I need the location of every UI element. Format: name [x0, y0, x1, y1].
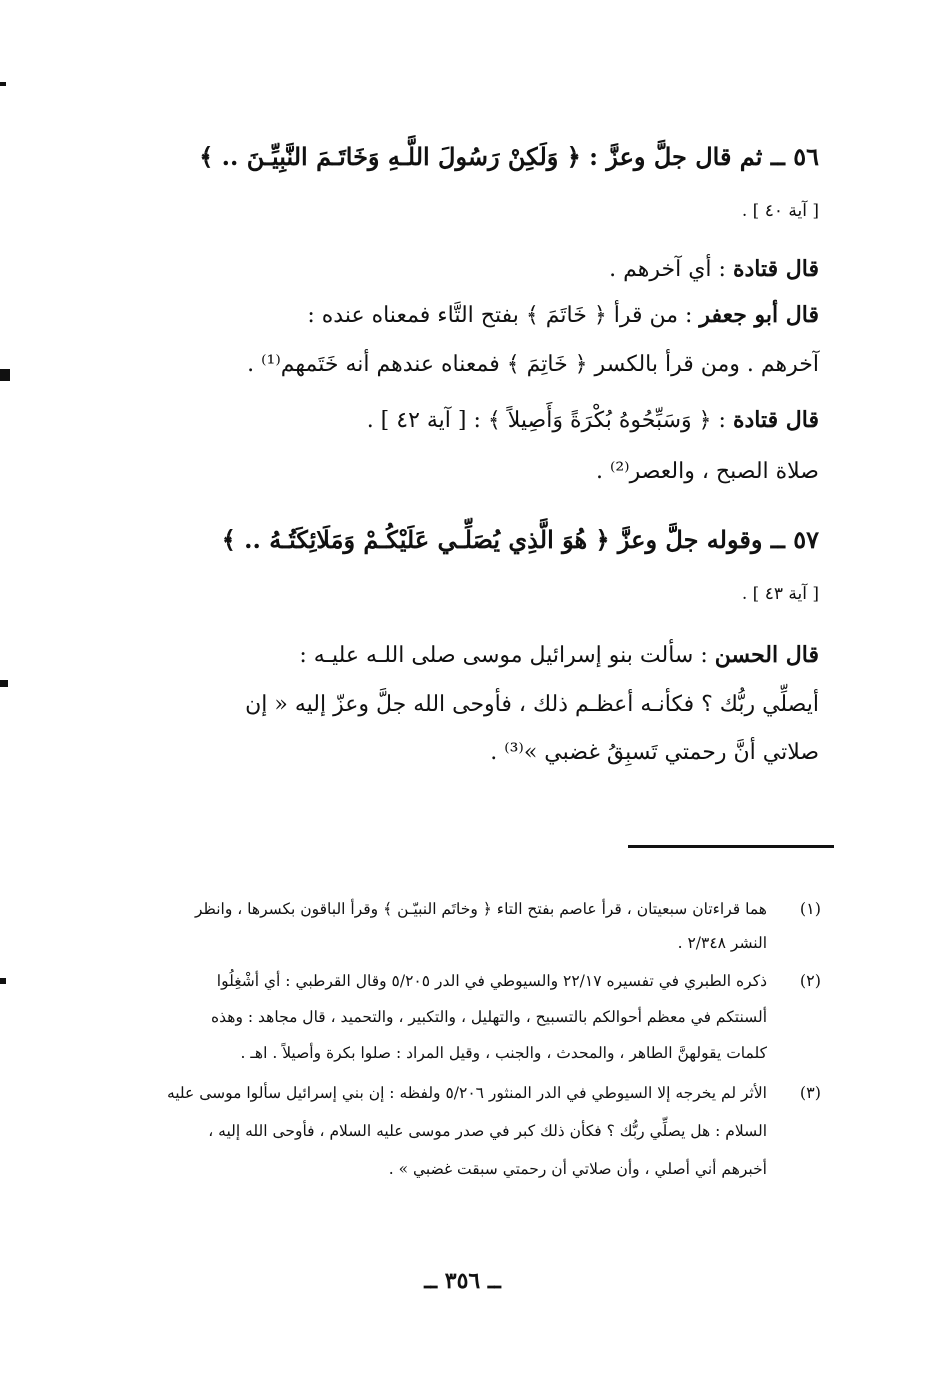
page-number: ــ ٣٥٦ ــ: [424, 1268, 501, 1294]
hasan-comment-line-2: أيصلِّي ربُّك ؟ فكأنـه أعظـم ذلك ، فأوحى الله جلَّ وعزّ إليه « إن: [245, 692, 819, 717]
footnote-1-line-1: هما قراءتان سبعيتان ، قرأ عاصم بفتح التاء ﴿ وخاتَم النبيّـن ﴾ وقرأ الباقون بكسرها ، وانظر: [194, 900, 767, 918]
speaker-label: قال قتادة: [732, 407, 819, 433]
speaker-label: قال قتادة: [732, 256, 819, 282]
scan-edge-mark-lower: [0, 680, 8, 687]
footnote-3-number: (٣): [799, 1083, 821, 1102]
speaker-label: قال الحسن: [714, 642, 819, 668]
footnote-3-line-2: السلام : هل يصلِّي ربُّك ؟ فكأن ذلك كبر في صدر موسى عليه السلام ، فأوحى الله إليه ،: [208, 1122, 767, 1140]
qatada-comment-1: [119, 254, 819, 285]
footnote-2-number: (٢): [799, 971, 821, 990]
scan-edge-mark-bottom: [0, 978, 6, 984]
qatada-comment-2-line-2: صلاة الصبح ، والعصر⁽²⁾ .: [595, 459, 819, 484]
hasan-comment-line-3: صلاتي أنَّ رحمتي تَسبِقُ غضبي »⁽³⁾ .: [490, 740, 819, 765]
qatada-comment-2-line-1: [119, 405, 819, 436]
comment-text: : ﴿ وَسَبِّحُوهُ بُكْرَةً وَأَصِيلاً ﴾ : [ آية ٤٢ ] .: [366, 408, 733, 433]
speaker-label: قال أبو جعفر: [699, 302, 819, 328]
footnote-2-line-2: ألسنتكم في معظم أحوالكم بالتسبيح ، والتهليل ، والتكبير ، والتحميد ، قال مجاهد : وهذه: [211, 1008, 767, 1026]
hasan-comment-line-1: [119, 640, 819, 671]
footnote-1-line-2: النشر ٢/٣٤٨ .: [677, 934, 767, 952]
footnote-1-number: (١): [799, 899, 821, 918]
footnote-3-line-1: الأثر لم يخرجه إلا السيوطي في الدر المنثور ٥/٢٠٦ ولفظه : إن بني إسرائيل سألوا موسى عليه: [166, 1084, 767, 1102]
scan-edge-mark-middle: [0, 369, 10, 381]
entry-57-heading: ٥٧ ــ وقوله جلَّ وعزَّ ﴿ هُوَ الَّذِي يُصَلِّـي عَلَيْكُـمْ وَمَلَائِكَتُـهُ .. ﴾: [221, 525, 819, 554]
footnote-2-line-1: ذكره الطبري في تفسيره ٢٢/١٧ والسيوطي في الدر ٥/٢٠٥ وقال القرطبي : أي أشْغِلُوا: [216, 972, 767, 990]
footnote-separator: [628, 845, 834, 848]
comment-text: : سألت بنو إسرائيل موسى صلى اللـه عليـه :: [299, 643, 715, 668]
comment-text: : أي آخرهم .: [609, 257, 733, 282]
scan-edge-mark-top: [0, 82, 6, 86]
abu-jafar-comment-line-1: [119, 300, 819, 331]
comment-text: : من قرأ ﴿ خَاتَمَ ﴾ بفتح التَّاء فمعناه عنده :: [307, 303, 700, 328]
abu-jafar-comment-line-2: آخرهم . ومن قرأ بالكسر ﴿ خَاتِمَ ﴾ فمعناه عندهم أنه خَتَمهم⁽¹⁾ .: [247, 352, 819, 377]
footnote-2-line-3: كلمات يقولهنَّ الطاهر ، والمحدث ، والجنب ، وقيل المراد : صلوا بكرة وأصيلاً . اهـ .: [240, 1044, 767, 1062]
entry-57-verse-ref: [ آية ٤٣ ] .: [741, 584, 819, 604]
entry-56-verse-ref: [ آية ٤٠ ] .: [741, 201, 819, 221]
entry-56-heading: ٥٦ ــ ثم قال جلَّ وعزَّ : ﴿ وَلَكِنْ رَسُولَ اللَّـهِ وَخَاتَـمَ النَّبِيِّـنَ .. ﴾: [199, 142, 819, 171]
footnote-3-line-3: أخبرهم أني أصلي ، وأن صلاتي أن رحمتي سبقت غضبي » .: [388, 1160, 767, 1178]
